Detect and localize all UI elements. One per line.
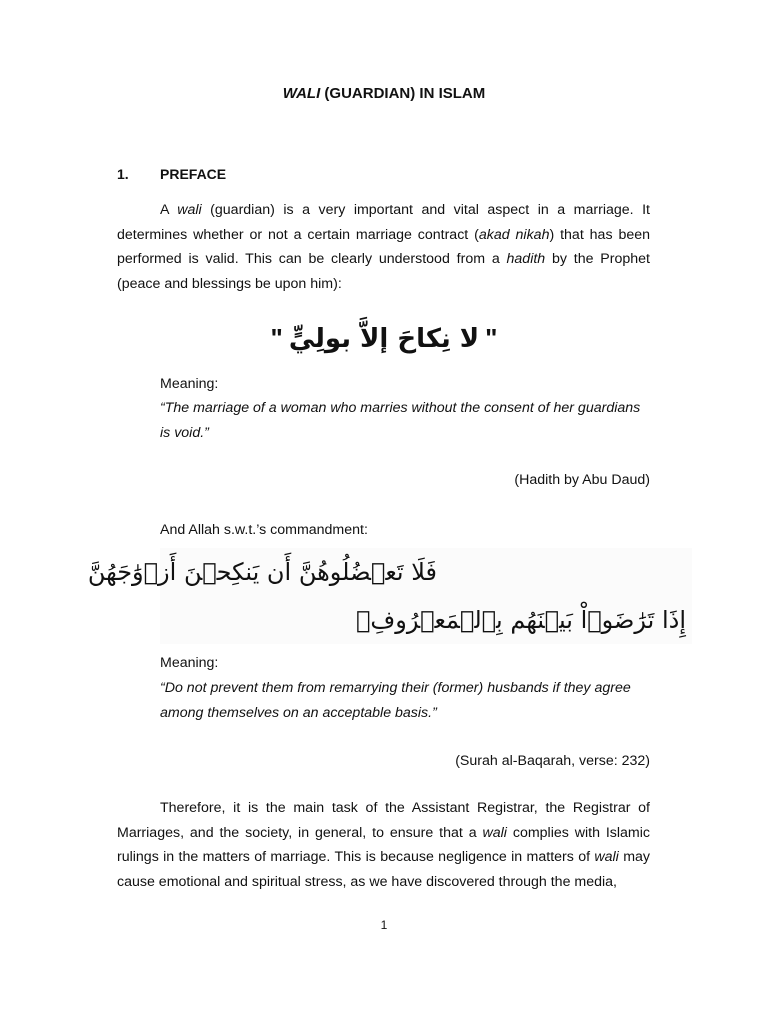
meaning-label: Meaning: [160, 376, 219, 392]
meaning-label: Meaning: [160, 655, 219, 671]
italic-term: wali [594, 849, 619, 865]
preface-paragraph [117, 198, 650, 296]
hadith-arabic: لا نِكاحَ إلاَّ بولِيٍّ [288, 324, 480, 354]
task-paragraph [117, 796, 650, 894]
text-run: (guardian) is a very important and vital aspect in a marriage. It determines whether or not a certain marriage contract ( [117, 202, 650, 243]
text-run: A [160, 202, 178, 218]
verse-meaning: “Do not prevent them from remarrying their (former) husbands if they agree among themselves on an acceptable basis.” [160, 680, 631, 721]
document-title [0, 85, 768, 103]
italic-term: akad nikah [478, 226, 550, 243]
text-run: ) that has been performed is valid. This can be clearly understood from a [117, 226, 651, 267]
italic-term: wali [482, 824, 507, 841]
section-heading-text: PREFACE [160, 166, 227, 182]
italic-term: wali [177, 202, 202, 218]
commandment-intro: And Allah s.w.t.’s commandment: [160, 522, 368, 538]
verse-line-1: فَلَا تَعۡضُلُوهُنَّ أَن يَنكِحۡنَ أَزۡوَٰجَهُنَّ [87, 558, 437, 586]
section-heading [117, 165, 226, 183]
hadith-arabic-text [0, 318, 768, 359]
text-run: Therefore, it is the main task of the Assistant Registrar, the Registrar of Marriages, and the society, in general, to ensure that a [117, 800, 650, 841]
text-run: complies with Islamic rulings in the matters of marriage. This is because negligence in matters of [117, 824, 650, 865]
section-number: 1. [117, 166, 129, 182]
quran-verse-image [87, 548, 692, 644]
page-number: 1 [380, 918, 388, 932]
quote-mark: " [485, 323, 498, 353]
title-italic-part: WALI [282, 85, 321, 102]
text-run: by the Prophet (peace and blessings be upon him): [117, 251, 650, 292]
title-rest: (GUARDIAN) IN ISLAM [320, 85, 486, 102]
hadith-citation: (Hadith by Abu Daud) [514, 472, 650, 488]
text-run: may cause emotional and spiritual stress, as we have discovered through the media, [117, 849, 650, 890]
verse-line-2: إِذَا تَرَٰضَوۡاْ بَيۡنَهُم بِٱلۡمَعۡرُوفِۗ [355, 606, 686, 634]
verse-citation: (Surah al-Baqarah, verse: 232) [455, 753, 650, 769]
italic-term: hadith [506, 251, 546, 267]
hadith-meaning: “The marriage of a woman who marries without the consent of her guardians is void.” [160, 400, 641, 441]
quote-mark: " [270, 323, 283, 353]
